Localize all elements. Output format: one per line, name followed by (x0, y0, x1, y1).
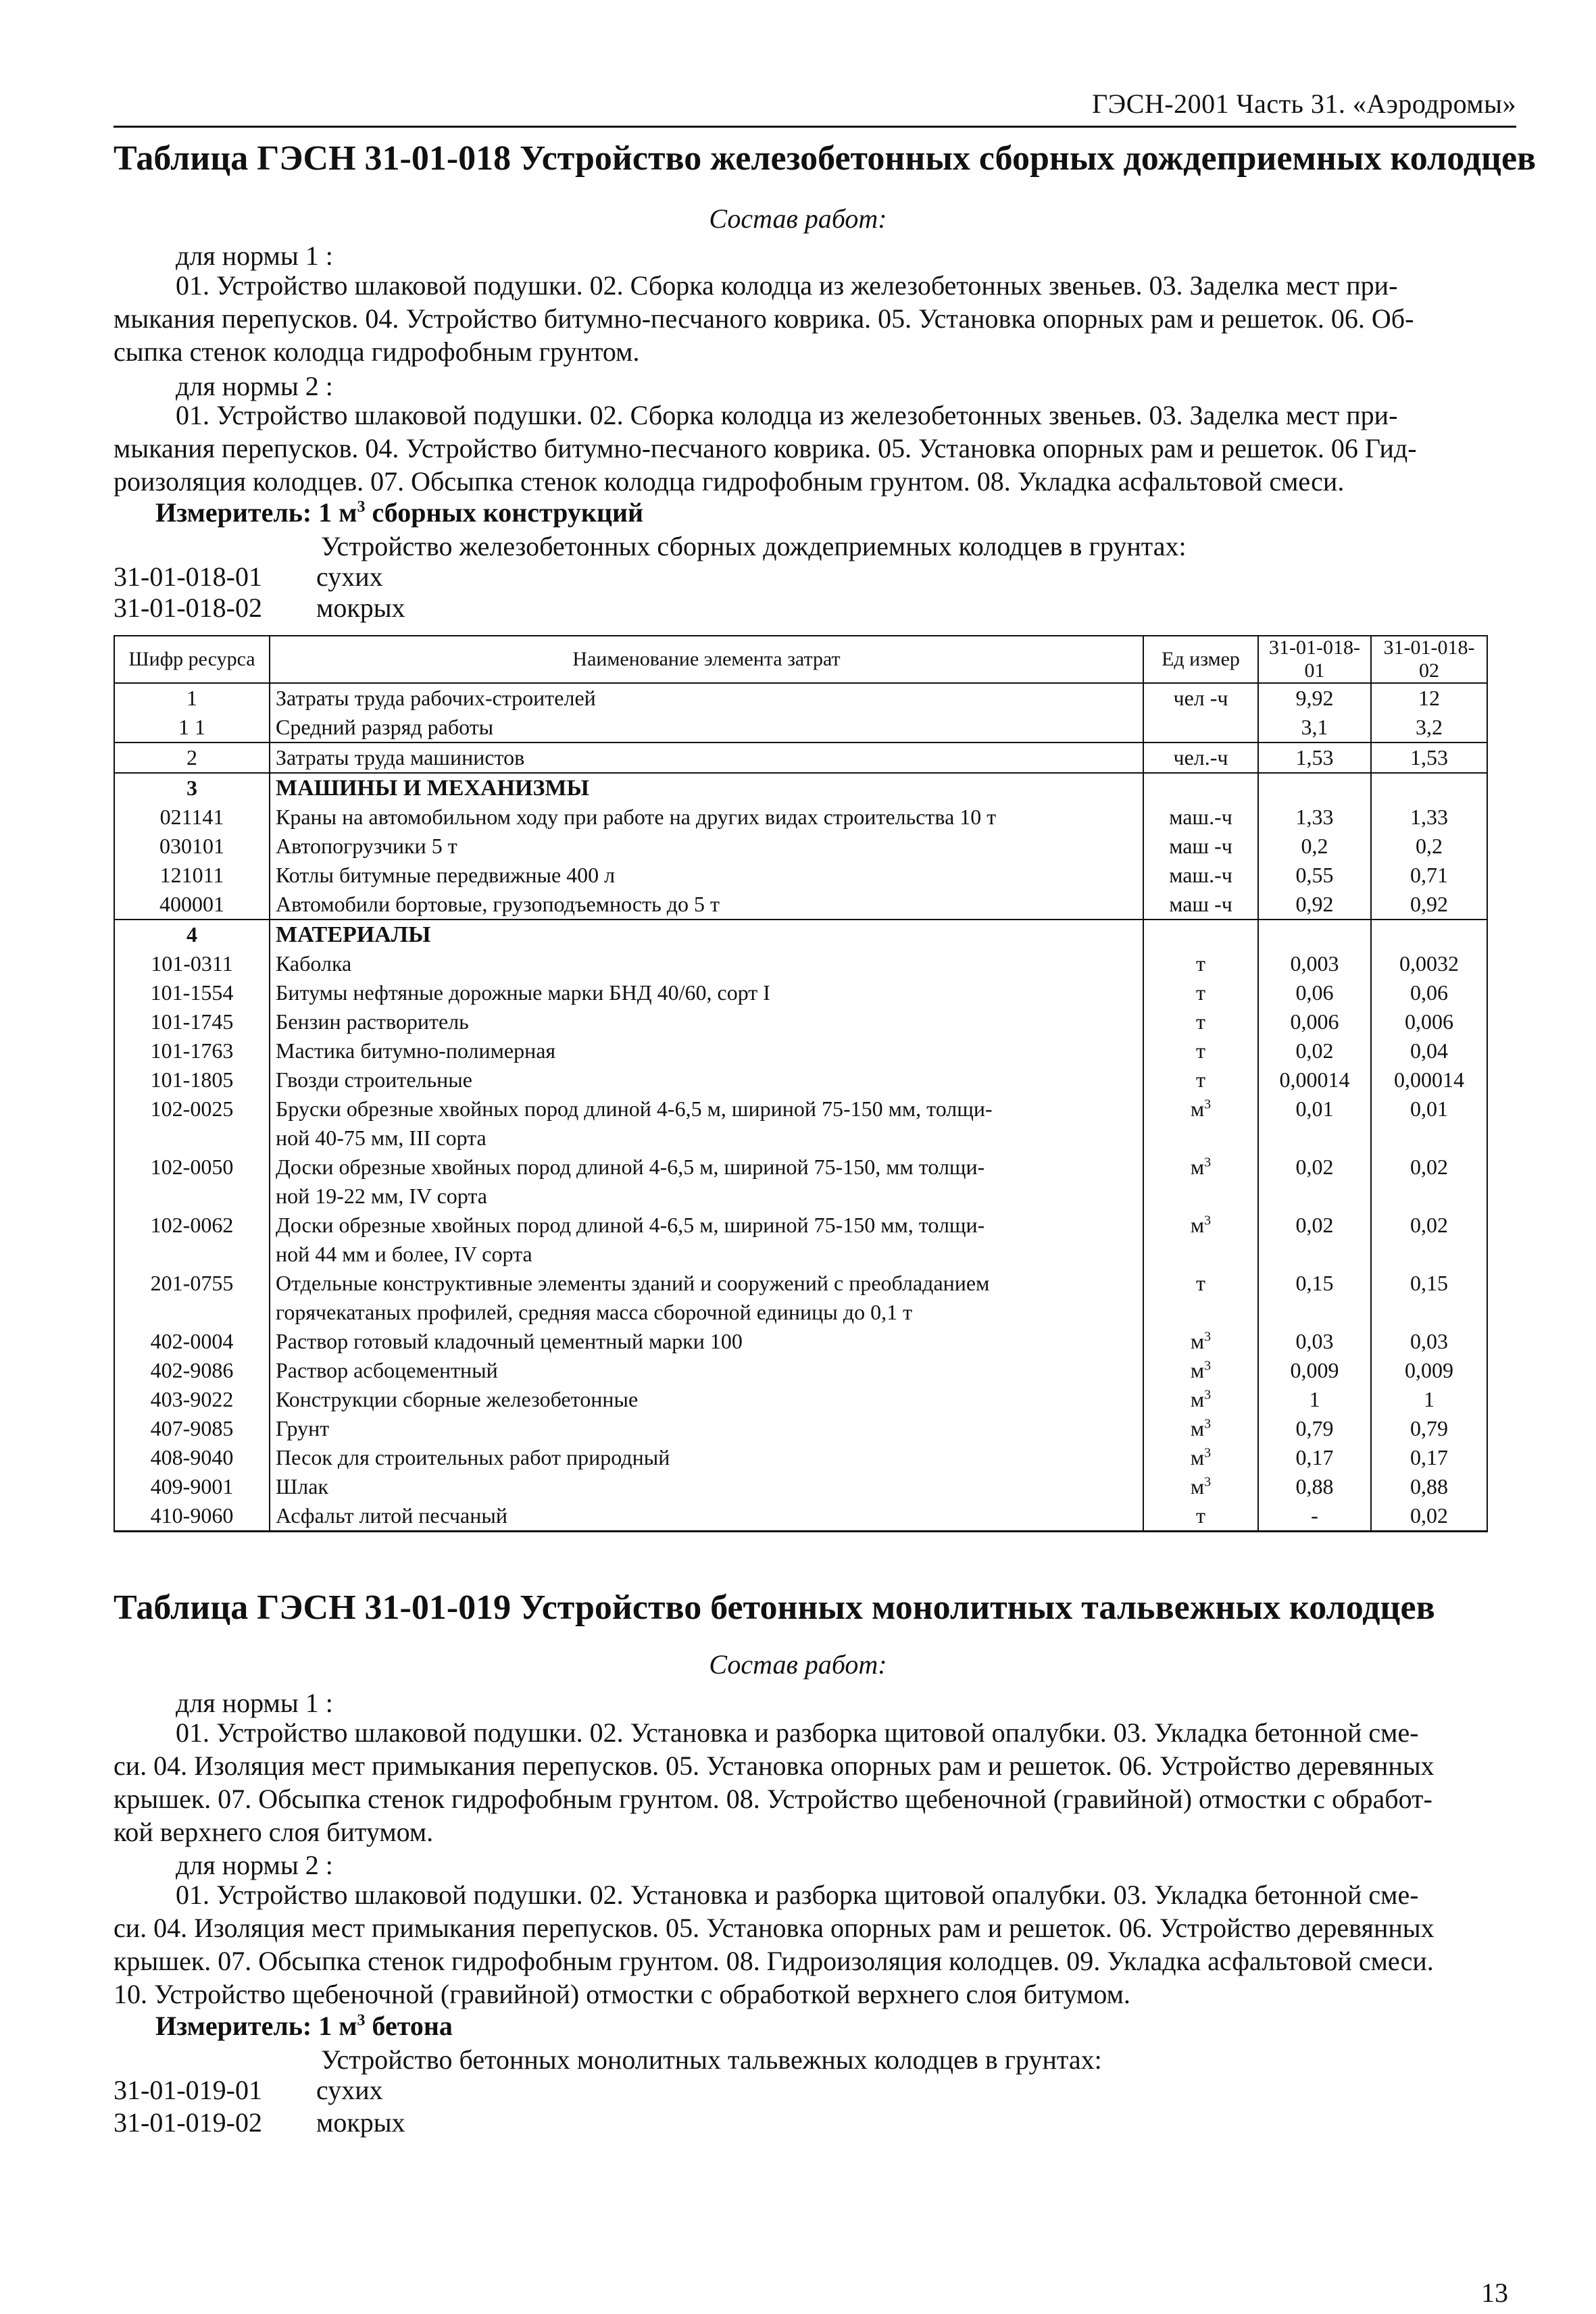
cell-name-line: Мастика битумно-полимерная (276, 1038, 556, 1063)
table2-norm2-text (114, 1878, 1516, 2011)
cell-unit (1143, 803, 1258, 832)
cube-sup: 3 (1204, 1213, 1212, 1228)
cell-v1: 0,03 (1258, 1327, 1371, 1356)
cell-name-line: Котлы битумные передвижные 400 л (276, 863, 616, 887)
text-line: си. 04. Изоляция мест примыкания перепусков. 05. Установка опорных рам и решеток. 06. Устройство деревянных (114, 1913, 1435, 1943)
cell-name (270, 1414, 1143, 1443)
table-row (114, 832, 1487, 861)
cell-name (270, 1443, 1143, 1472)
cube-sup: 3 (1204, 1329, 1212, 1344)
cube-sup: 3 (1204, 1358, 1212, 1374)
cell-unit-text: маш.-ч (1169, 805, 1232, 829)
table1-variant-1 (114, 561, 383, 593)
cube-sup: 3 (1204, 1097, 1212, 1112)
measure-value: 1 м (318, 497, 357, 528)
cell-v1: 0,01 (1258, 1095, 1371, 1153)
text-line: 01. Устройство шлаковой подушки. 02. Установка и разборка щитовой опалубки. 03. Укладка бетонной сме- (176, 1880, 1419, 1910)
cell-unit-text: м (1190, 1387, 1205, 1411)
text-line: роизоляция колодцев. 07. Обсыпка стенок колодца гидрофобным грунтом. 08. Укладка асфальтовой смеси. (114, 466, 1345, 497)
cell-name-line: Затраты труда рабочих-строителей (276, 686, 596, 710)
cell-unit-text: м (1190, 1416, 1205, 1440)
table1-norm2-label: для нормы 2 : (176, 371, 333, 401)
cell-code: 3 (114, 773, 270, 803)
cell-code: 102-0050 (114, 1153, 270, 1211)
table-row (114, 1211, 1487, 1269)
cell-name (270, 832, 1143, 861)
table-row (114, 713, 1487, 743)
cell-name-line: ной 40-75 мм, III сорта (276, 1126, 487, 1150)
cell-v1: 0,02 (1258, 1153, 1371, 1211)
cell-code: 021141 (114, 803, 270, 832)
col-header-code: Шифр ресурса (114, 636, 270, 683)
cell-code: 408-9040 (114, 1443, 270, 1472)
cell-name (270, 920, 1143, 949)
variant-label: сухих (316, 561, 383, 592)
cell-v1: 1 (1258, 1385, 1371, 1414)
table2-norm2-label: для нормы 2 : (176, 1850, 333, 1880)
cell-name-line: Автомобили бортовые, грузоподъемность до 5 т (276, 892, 720, 916)
cell-code: 102-0062 (114, 1211, 270, 1269)
table-row (114, 949, 1487, 978)
cell-v1 (1258, 920, 1371, 949)
cell-unit-text: т (1196, 1067, 1205, 1092)
table-row (114, 861, 1487, 890)
cell-name (270, 773, 1143, 803)
cell-unit (1143, 1036, 1258, 1065)
cell-unit-text: м (1190, 1474, 1205, 1499)
cell-name-line: Битумы нефтяные дорожные марки БНД 40/60, сорт I (276, 980, 770, 1005)
cell-code: 402-0004 (114, 1327, 270, 1356)
cell-code: 407-9085 (114, 1414, 270, 1443)
cell-v1: 0,17 (1258, 1443, 1371, 1472)
measure-sup: 3 (357, 2011, 366, 2030)
cell-unit (1143, 1501, 1258, 1532)
col-header-unit: Ед измер (1143, 636, 1258, 683)
cell-code: 201-0755 (114, 1269, 270, 1327)
cell-v2: 12 (1371, 683, 1487, 713)
table-row (114, 1501, 1487, 1532)
table2-norm1-label: для нормы 1 : (176, 1688, 333, 1718)
table-row (114, 978, 1487, 1007)
cell-name (270, 1153, 1143, 1211)
cell-name-line: Шлак (276, 1474, 328, 1499)
cell-unit (1143, 1327, 1258, 1356)
running-header: ГЭСН-2001 Часть 31. «Аэродромы» (1092, 89, 1516, 119)
cell-name (270, 713, 1143, 743)
variant-code: 31-01-019-02 (114, 2107, 262, 2138)
cell-v1: 0,15 (1258, 1269, 1371, 1327)
cell-code: 101-1554 (114, 978, 270, 1007)
cell-v2: 0,17 (1371, 1443, 1487, 1472)
cell-unit (1143, 832, 1258, 861)
table-row (114, 920, 1487, 949)
cube-sup: 3 (1204, 1474, 1212, 1490)
variant-label: мокрых (316, 2107, 405, 2138)
cell-name-line: Средний разряд работы (276, 715, 494, 739)
table-row (114, 1414, 1487, 1443)
table2-title: Таблица ГЭСН 31-01-019 Устройство бетонных монолитных тальвежных колодцев (114, 1588, 1435, 1627)
cell-code: 410-9060 (114, 1501, 270, 1532)
table2-variant-2 (114, 2107, 405, 2138)
cell-name-line: МАШИНЫ И МЕХАНИЗМЫ (276, 776, 589, 801)
cell-v2: 1,53 (1371, 743, 1487, 773)
cell-unit (1143, 1153, 1258, 1211)
cell-v1 (1258, 773, 1371, 803)
cell-v2: 0,92 (1371, 890, 1487, 920)
measure-sup: 3 (357, 498, 366, 516)
cell-v2: 0,88 (1371, 1472, 1487, 1501)
table1-variant-2 (114, 592, 405, 624)
cell-v1: 1,53 (1258, 743, 1371, 773)
cell-name (270, 861, 1143, 890)
table1-intro: Устройство железобетонных сборных дождеприемных колодцев в грунтах: (321, 531, 1187, 561)
measure-rest: бетона (365, 2011, 453, 2041)
col-header-v1: 31-01-018-01 (1258, 636, 1371, 683)
cell-unit (1143, 949, 1258, 978)
variant-code: 31-01-018-01 (114, 561, 262, 592)
table-row (114, 743, 1487, 773)
cell-unit-text: маш -ч (1169, 892, 1232, 916)
cell-v2: 0,15 (1371, 1269, 1487, 1327)
cell-code: 121011 (114, 861, 270, 890)
cell-name (270, 683, 1143, 713)
cell-unit-text: чел -ч (1173, 686, 1228, 710)
cell-unit-text: м (1190, 1445, 1205, 1469)
cell-v1: 0,92 (1258, 890, 1371, 920)
cell-v1: 0,009 (1258, 1356, 1371, 1385)
col-header-v2: 31-01-018-02 (1371, 636, 1487, 683)
cell-unit (1143, 861, 1258, 890)
text-line: си. 04. Изоляция мест примыкания перепусков. 05. Установка опорных рам и решеток. 06. Устройство деревянных (114, 1751, 1435, 1781)
cell-name (270, 1211, 1143, 1269)
cell-name-line: Гвозди строительные (276, 1067, 472, 1092)
cell-unit-text: т (1196, 1503, 1205, 1528)
cell-v2: 0,0032 (1371, 949, 1487, 978)
cell-unit (1143, 1356, 1258, 1385)
cell-v2: 0,009 (1371, 1356, 1487, 1385)
cell-code: 101-1805 (114, 1065, 270, 1095)
table-header-row (114, 636, 1487, 683)
cell-unit-text: т (1196, 1038, 1205, 1063)
cell-unit-text: т (1196, 1009, 1205, 1034)
cell-v1: 0,06 (1258, 978, 1371, 1007)
cell-code: 2 (114, 743, 270, 773)
table-row (114, 1269, 1487, 1327)
resource-table-body (114, 683, 1487, 1532)
cell-name (270, 743, 1143, 773)
table-row (114, 1095, 1487, 1153)
table-row (114, 1443, 1487, 1472)
cell-unit (1143, 1472, 1258, 1501)
table-row (114, 1007, 1487, 1036)
text-line: 01. Устройство шлаковой подушки. 02. Сборка колодца из железобетонных звеньев. 03. Заделка мест при- (176, 400, 1398, 430)
cell-name-line: Бензин растворитель (276, 1009, 469, 1034)
cell-v2: 0,006 (1371, 1007, 1487, 1036)
cell-unit (1143, 1211, 1258, 1269)
cell-name (270, 1065, 1143, 1095)
cell-unit-text: маш -ч (1169, 834, 1232, 858)
cell-name-line: Песок для строительных работ природный (276, 1445, 670, 1469)
cell-unit (1143, 1414, 1258, 1443)
table-row (114, 890, 1487, 920)
cell-name (270, 890, 1143, 920)
cell-name (270, 1356, 1143, 1385)
cell-unit (1143, 713, 1258, 743)
cell-code: 400001 (114, 890, 270, 920)
cell-unit (1143, 1095, 1258, 1153)
cell-name (270, 803, 1143, 832)
cell-name (270, 1501, 1143, 1532)
cell-code: 101-1763 (114, 1036, 270, 1065)
cell-name-line: Автопогрузчики 5 т (276, 834, 457, 858)
cell-v2: 0,2 (1371, 832, 1487, 861)
cell-unit (1143, 683, 1258, 713)
text-line: 01. Устройство шлаковой подушки. 02. Сборка колодца из железобетонных звеньев. 03. Заделка мест при- (176, 270, 1398, 301)
table-row (114, 1065, 1487, 1095)
table-row (114, 683, 1487, 713)
cell-name (270, 1472, 1143, 1501)
variant-code: 31-01-018-02 (114, 593, 262, 623)
cell-code: 030101 (114, 832, 270, 861)
cell-v2: 0,79 (1371, 1414, 1487, 1443)
cell-v1: - (1258, 1501, 1371, 1532)
table1-norm1-text (114, 269, 1516, 368)
table2-norm1-text (114, 1716, 1516, 1848)
cube-sup: 3 (1204, 1445, 1212, 1461)
cell-name-line: ной 19-22 мм, IV сорта (276, 1184, 487, 1208)
cell-unit (1143, 1007, 1258, 1036)
cell-name (270, 1385, 1143, 1414)
cell-name-line: ной 44 мм и более, IV сорта (276, 1242, 532, 1266)
table2-intro: Устройство бетонных монолитных тальвежных колодцев в грунтах: (321, 2044, 1102, 2075)
cell-unit-text: т (1196, 1271, 1205, 1295)
cell-unit-text: т (1196, 951, 1205, 976)
cell-v2 (1371, 773, 1487, 803)
cell-code: 1 (114, 683, 270, 713)
table1-composition-heading: Состав работ: (709, 203, 887, 234)
table2-variant-1 (114, 2074, 383, 2106)
table-row (114, 1153, 1487, 1211)
cell-name-line: Доски обрезные хвойных пород длиной 4-6,5 м, шириной 75-150 мм, толщи- (276, 1213, 985, 1237)
cell-v1: 9,92 (1258, 683, 1371, 713)
cube-sup: 3 (1204, 1387, 1212, 1403)
text-line: кой верхнего слоя битумом. (114, 1817, 434, 1847)
cell-v1: 0,88 (1258, 1472, 1371, 1501)
cell-name (270, 1269, 1143, 1327)
cell-code: 101-0311 (114, 949, 270, 978)
table-row (114, 1385, 1487, 1414)
cell-code: 1 1 (114, 713, 270, 743)
variant-label: мокрых (316, 593, 405, 623)
cell-unit-text: чел.-ч (1173, 745, 1228, 770)
table-row (114, 1327, 1487, 1356)
cube-sup: 3 (1204, 1155, 1212, 1170)
header-rule (114, 126, 1516, 128)
cell-code: 101-1745 (114, 1007, 270, 1036)
page-number: 13 (1481, 2278, 1508, 2308)
cell-name-line: Бруски обрезные хвойных пород длиной 4-6,5 м, шириной 75-150 мм, толщи- (276, 1097, 993, 1121)
table-row (114, 1036, 1487, 1065)
cell-name-line: Затраты труда машинистов (276, 745, 525, 770)
cell-unit (1143, 743, 1258, 773)
cell-v1: 0,006 (1258, 1007, 1371, 1036)
table-row (114, 803, 1487, 832)
cell-name (270, 1327, 1143, 1356)
cell-name-line: Раствор асбоцементный (276, 1358, 498, 1382)
cell-unit-text: т (1196, 980, 1205, 1005)
cell-v1: 0,55 (1258, 861, 1371, 890)
cell-name-line: горячекатаных профилей, средняя масса сборочной единицы до 0,1 т (276, 1300, 913, 1324)
cell-unit (1143, 1385, 1258, 1414)
cell-unit (1143, 1269, 1258, 1327)
table-row (114, 1356, 1487, 1385)
text-line: 10. Устройство щебеночной (гравийной) отмостки с обработкой верхнего слоя битумом. (114, 1979, 1130, 2009)
cell-unit-text: м (1190, 1097, 1205, 1121)
cell-name-line: Конструкции сборные железобетонные (276, 1387, 639, 1411)
cell-unit (1143, 1065, 1258, 1095)
cell-unit-text: м (1190, 1358, 1205, 1382)
cell-v2: 0,01 (1371, 1095, 1487, 1153)
cell-v2: 0,03 (1371, 1327, 1487, 1356)
cell-v2: 3,2 (1371, 713, 1487, 743)
cell-name-line: Доски обрезные хвойных пород длиной 4-6,5 м, шириной 75-150, мм толщи- (276, 1155, 985, 1179)
col-header-name: Наименование элемента затрат (270, 636, 1143, 683)
text-line: крышек. 07. Обсыпка стенок гидрофобным грунтом. 08. Гидроизоляция колодцев. 09. Укладка асфальтовой смеси. (114, 1946, 1434, 1976)
cell-unit (1143, 920, 1258, 949)
cell-v2: 0,06 (1371, 978, 1487, 1007)
cell-v2: 1,33 (1371, 803, 1487, 832)
cell-v1: 1,33 (1258, 803, 1371, 832)
cell-v1: 0,2 (1258, 832, 1371, 861)
cell-code: 403-9022 (114, 1385, 270, 1414)
cell-unit-text: м (1190, 1155, 1205, 1179)
cell-unit (1143, 773, 1258, 803)
cell-code: 102-0025 (114, 1095, 270, 1153)
cell-name-line: Асфальт литой песчаный (276, 1503, 507, 1528)
cell-name-line: Краны на автомобильном ходу при работе на других видах строительства 10 т (276, 805, 997, 829)
cell-name-line: Грунт (276, 1416, 330, 1440)
table1-title: Таблица ГЭСН 31-01-018 Устройство железобетонных сборных дождеприемных колодцев (114, 139, 1537, 178)
measure-label: Измеритель: (155, 497, 312, 528)
text-line: 01. Устройство шлаковой подушки. 02. Установка и разборка щитовой опалубки. 03. Укладка бетонной сме- (176, 1717, 1419, 1748)
table1-measure (155, 497, 643, 528)
cell-unit-text: м (1190, 1329, 1205, 1353)
text-line: сыпка стенок колодца гидрофобным грунтом. (114, 336, 640, 367)
cell-code: 409-9001 (114, 1472, 270, 1501)
cell-name (270, 978, 1143, 1007)
cell-v1: 0,79 (1258, 1414, 1371, 1443)
cube-sup: 3 (1204, 1416, 1212, 1432)
cell-name-line: МАТЕРИАЛЫ (276, 922, 431, 947)
cell-v2: 0,02 (1371, 1501, 1487, 1532)
cell-unit-text: м (1190, 1213, 1205, 1237)
cell-name (270, 949, 1143, 978)
cell-name-line: Отдельные конструктивные элементы зданий и сооружений с преобладанием (276, 1271, 990, 1295)
cell-name (270, 1036, 1143, 1065)
cell-unit (1143, 978, 1258, 1007)
table-row (114, 1472, 1487, 1501)
measure-rest: сборных конструкций (365, 497, 644, 528)
cell-v2: 0,04 (1371, 1036, 1487, 1065)
cell-unit (1143, 1443, 1258, 1472)
variant-code: 31-01-019-01 (114, 2075, 262, 2105)
cell-v1: 0,00014 (1258, 1065, 1371, 1095)
cell-name-line: Раствор готовый кладочный цементный марки 100 (276, 1329, 743, 1353)
cell-code: 4 (114, 920, 270, 949)
variant-label: сухих (316, 2075, 383, 2105)
cell-v2: 0,00014 (1371, 1065, 1487, 1095)
cell-v2: 1 (1371, 1385, 1487, 1414)
cell-v2 (1371, 920, 1487, 949)
cell-v1: 3,1 (1258, 713, 1371, 743)
text-line: мыкания перепусков. 04. Устройство битумно-песчаного коврика. 05. Установка опорных рам и решеток. 06. Об- (114, 303, 1414, 334)
cell-name-line: Каболка (276, 951, 352, 976)
cell-v2: 0,02 (1371, 1211, 1487, 1269)
table2-measure (155, 2010, 453, 2042)
cell-v1: 0,003 (1258, 949, 1371, 978)
text-line: мыкания перепусков. 04. Устройство битумно-песчаного коврика. 05. Установка опорных рам и решеток. 06 Гид- (114, 433, 1417, 463)
cell-code: 402-9086 (114, 1356, 270, 1385)
cell-v1: 0,02 (1258, 1211, 1371, 1269)
cell-unit-text: маш.-ч (1169, 863, 1232, 887)
cell-name (270, 1007, 1143, 1036)
table1-norm1-label: для нормы 1 : (176, 241, 333, 271)
cell-v2: 0,71 (1371, 861, 1487, 890)
text-line: крышек. 07. Обсыпка стенок гидрофобным грунтом. 08. Устройство щебеночной (гравийной) отмостки с обработ- (114, 1784, 1432, 1814)
table1-norm2-text (114, 399, 1516, 498)
table2-composition-heading: Состав работ: (709, 1649, 887, 1680)
cell-name (270, 1095, 1143, 1153)
cell-v2: 0,02 (1371, 1153, 1487, 1211)
table-row (114, 773, 1487, 803)
measure-label: Измеритель: (155, 2011, 312, 2041)
cell-v1: 0,02 (1258, 1036, 1371, 1065)
resource-table (114, 635, 1488, 1532)
cell-unit (1143, 890, 1258, 920)
measure-value: 1 м (318, 2011, 357, 2041)
